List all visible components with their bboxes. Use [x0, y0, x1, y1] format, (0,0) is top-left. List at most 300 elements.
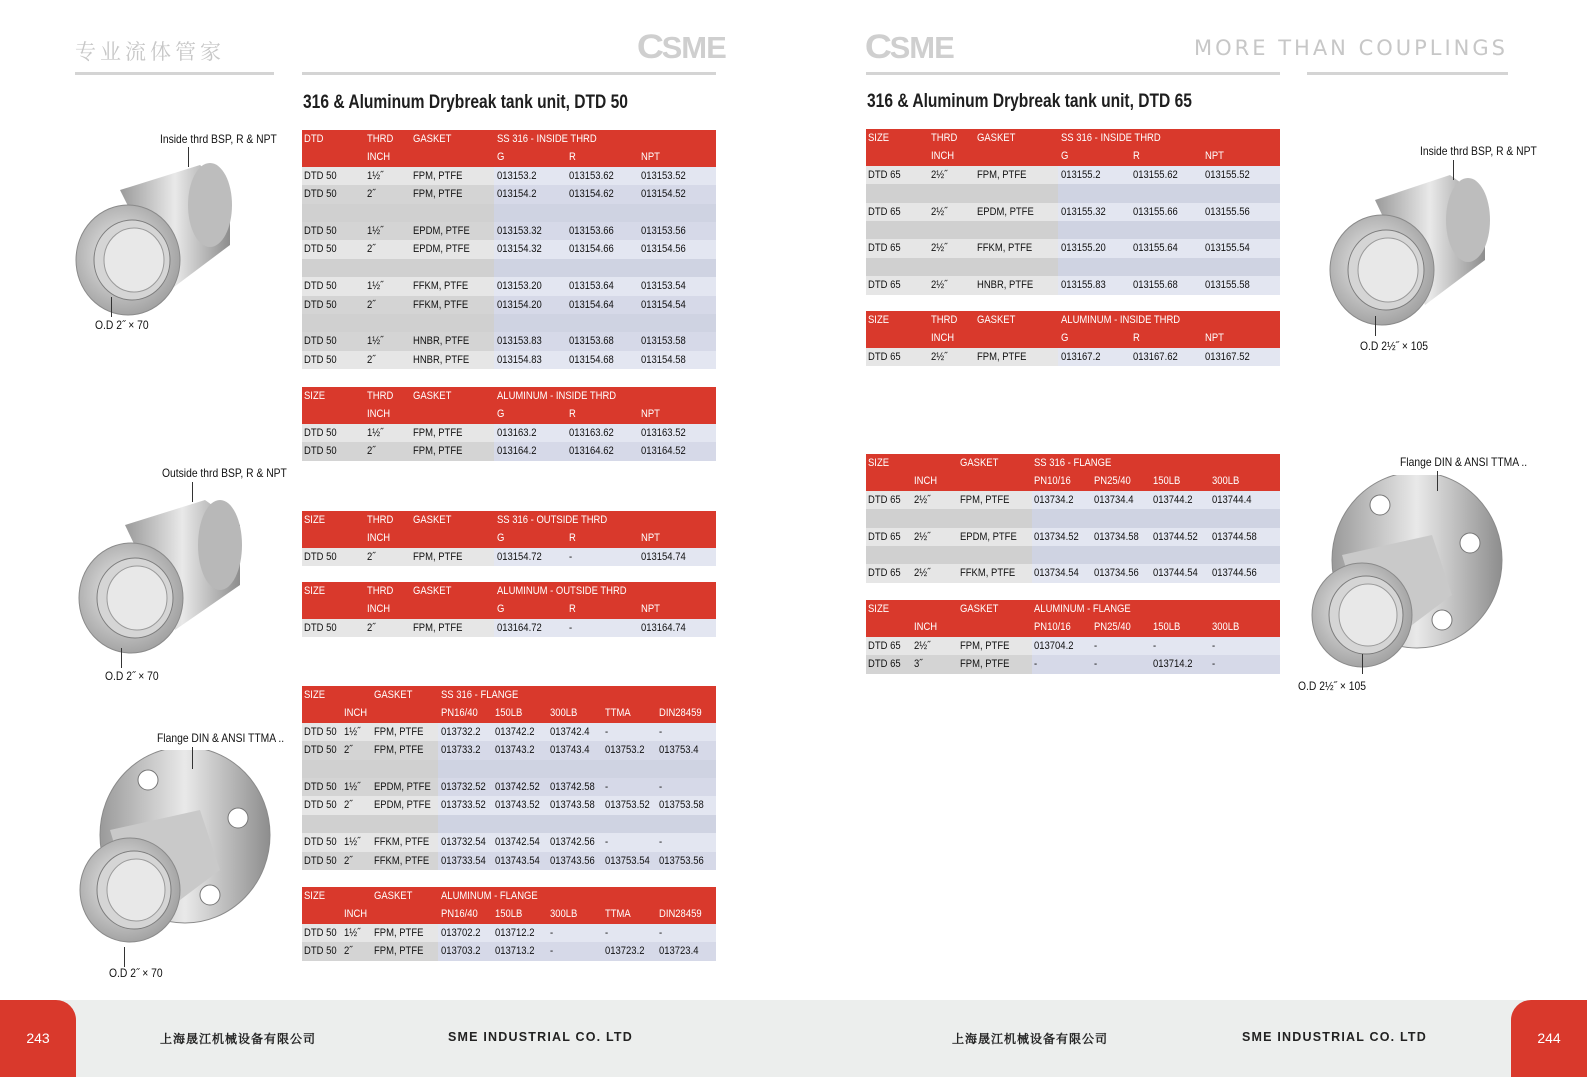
table-cell: -: [569, 550, 573, 563]
table-cell: -: [1212, 639, 1216, 652]
header-cell: THRD: [931, 314, 958, 326]
header-cell: PN25/40: [1094, 475, 1131, 488]
table-cell: 013742.58: [550, 780, 595, 793]
header-cell: NPT: [641, 408, 660, 421]
table-cell: 013753.4: [659, 744, 699, 757]
table-header-row: [302, 582, 716, 600]
table-cell: FPM, PTFE: [374, 725, 424, 738]
header-cell: SS 316 - FLANGE: [441, 689, 519, 701]
table-cell: 013743.56: [550, 854, 595, 867]
table-cell: DTD 50: [304, 169, 337, 182]
table-cell: 2˝: [344, 945, 353, 958]
table-cell: 013154.68: [569, 353, 614, 366]
drybreak-outside-thread-image: [65, 490, 255, 660]
table-cell: 013155.32: [1061, 205, 1106, 218]
header-cell: NPT: [641, 151, 660, 164]
header-cell: ALUMINUM - FLANGE: [441, 890, 538, 902]
table-cell: 013155.62: [1133, 168, 1178, 181]
table-cell: 013753.58: [659, 799, 704, 812]
header-cell: SS 316 - OUTSIDE THRD: [497, 514, 608, 526]
header-cell: DIN28459: [659, 908, 702, 921]
image-od-label: O.D 2˝ × 70: [95, 318, 149, 332]
table-cell: 013712.2: [495, 926, 535, 939]
header-cell: NPT: [641, 603, 660, 616]
table-cell: FFKM, PTFE: [413, 280, 469, 293]
header-cell: G: [1061, 150, 1069, 163]
table-row: [866, 564, 1280, 582]
table-cell: FPM, PTFE: [960, 639, 1010, 652]
table-cell: 013164.52: [641, 445, 686, 458]
table-row: [302, 296, 716, 314]
image-od-label: O.D 2½˝ × 105: [1298, 679, 1366, 693]
table-cell: DTD 50: [304, 298, 337, 311]
header-slogan-cn: 专业流体管家: [75, 40, 225, 64]
table-row: [302, 332, 716, 350]
footer-company-en: SME INDUSTRIAL CO. LTD: [1242, 1030, 1427, 1044]
table-row: [302, 778, 716, 796]
table-cell: 013723.4: [659, 945, 699, 958]
table-cell: -: [605, 926, 609, 939]
table-cell: 013153.66: [569, 224, 614, 237]
header-cell: GASKET: [374, 689, 413, 701]
header-cell: 300LB: [550, 707, 578, 720]
table-row: [302, 796, 716, 814]
image-od-label: O.D 2˝ × 70: [109, 966, 163, 980]
table-cell: 2˝: [367, 243, 376, 256]
table-cell: 013164.72: [497, 621, 542, 634]
table-cell: 013155.68: [1133, 279, 1178, 292]
table-cell: 013733.2: [441, 744, 481, 757]
page-number-right: 244: [1511, 1000, 1587, 1077]
footer-company-cn: 上海晟江机械设备有限公司: [160, 1032, 317, 1046]
table-header-row: [302, 600, 716, 618]
table-cell: DTD 50: [304, 426, 337, 439]
header-cell: SS 316 - FLANGE: [1034, 457, 1112, 469]
table-cell: FPM, PTFE: [374, 945, 424, 958]
table-header-row: [866, 600, 1280, 618]
table-cell: DTD 65: [868, 530, 901, 543]
table-cell: FFKM, PTFE: [374, 836, 430, 849]
header-cell: GASKET: [413, 514, 452, 526]
table-cell: -: [659, 780, 663, 793]
table-cell: 2½˝: [931, 205, 948, 218]
table-cell: DTD 50: [304, 725, 337, 738]
drybreak-flange-image: [70, 750, 280, 960]
table-cell: DTD 50: [304, 445, 337, 458]
header-cell: GASKET: [960, 603, 999, 615]
table-header-row: [866, 454, 1280, 472]
table-cell: FPM, PTFE: [413, 188, 463, 201]
header-cell: INCH: [931, 150, 955, 163]
table-spacer-row: [866, 258, 1280, 276]
table-cell: DTD 50: [304, 799, 337, 812]
table-cell: 013153.52: [641, 169, 686, 182]
table-row: [866, 239, 1280, 257]
header-cell: INCH: [367, 603, 391, 616]
header-cell: GASKET: [413, 390, 452, 402]
header-cell: THRD: [931, 132, 958, 144]
header-cell: ALUMINUM - INSIDE THRD: [1061, 314, 1181, 326]
table-cell: DTD 65: [868, 567, 901, 580]
table-cell: FPM, PTFE: [977, 350, 1027, 363]
header-cell: INCH: [344, 707, 368, 720]
header-cell: INCH: [367, 151, 391, 164]
table-cell: 013155.20: [1061, 242, 1106, 255]
table-row: [302, 167, 716, 185]
table-cell: -: [550, 945, 554, 958]
header-cell: R: [569, 151, 576, 164]
table-row: [866, 528, 1280, 546]
table-cell: 013154.2: [497, 188, 537, 201]
leader-line: [124, 947, 125, 967]
table-cell: 2˝: [367, 188, 376, 201]
table-cell: 013163.2: [497, 426, 537, 439]
table-row: [302, 833, 716, 851]
table-spacer-row: [302, 760, 716, 778]
sme-logo: CSME: [864, 28, 954, 66]
header-cell: SIZE: [304, 689, 326, 701]
table-aluminum-outside-thread-dtd50: [302, 582, 716, 637]
table-cell: 2½˝: [931, 350, 948, 363]
image-label: Inside thrd BSP, R & NPT: [1420, 144, 1537, 158]
table-row: [302, 619, 716, 637]
table-cell: 1½˝: [344, 926, 361, 939]
header-rule: [866, 72, 1280, 75]
table-cell: 013153.32: [497, 224, 542, 237]
table-cell: 2½˝: [914, 530, 931, 543]
table-cell: 013167.2: [1061, 350, 1101, 363]
table-cell: 1½˝: [367, 426, 384, 439]
table-cell: 013154.72: [497, 550, 542, 563]
table-cell: 013153.64: [569, 280, 614, 293]
table-cell: 2½˝: [931, 279, 948, 292]
table-cell: 2˝: [367, 621, 376, 634]
header-cell: INCH: [344, 908, 368, 921]
table-aluminum-inside-thread-dtd50: [302, 387, 716, 461]
table-ss316-outside-thread-dtd50: [302, 511, 716, 566]
table-cell: 013732.54: [441, 836, 486, 849]
table-cell: DTD 50: [304, 744, 337, 757]
table-cell: HNBR, PTFE: [413, 335, 470, 348]
header-cell: GASKET: [977, 314, 1016, 326]
table-cell: 013154.54: [641, 298, 686, 311]
header-cell: NPT: [1205, 332, 1224, 345]
table-cell: EPDM, PTFE: [374, 780, 431, 793]
table-cell: -: [550, 926, 554, 939]
table-cell: 1½˝: [367, 335, 384, 348]
table-cell: -: [605, 780, 609, 793]
table-row: [302, 277, 716, 295]
table-cell: FPM, PTFE: [413, 426, 463, 439]
header-cell: SIZE: [304, 890, 326, 902]
table-cell: 013155.54: [1205, 242, 1250, 255]
table-cell: 013153.68: [569, 335, 614, 348]
header-cell: GASKET: [413, 585, 452, 597]
table-row: [302, 852, 716, 870]
table-aluminum-inside-thread-dtd65: [866, 311, 1280, 366]
table-cell: 013163.62: [569, 426, 614, 439]
leader-line: [188, 147, 189, 167]
header-cell: R: [1133, 332, 1140, 345]
table-cell: 013733.54: [441, 854, 486, 867]
table-cell: 2½˝: [914, 567, 931, 580]
table-cell: 013734.56: [1094, 567, 1139, 580]
header-cell: R: [569, 603, 576, 616]
table-cell: 013744.4: [1212, 493, 1252, 506]
leader-line: [1375, 316, 1376, 336]
table-cell: 013743.2: [495, 744, 535, 757]
header-rule: [75, 72, 274, 75]
header-cell: SIZE: [304, 585, 326, 597]
footer-company-en: SME INDUSTRIAL CO. LTD: [448, 1030, 633, 1044]
table-cell: 013742.4: [550, 725, 590, 738]
table-cell: 013742.52: [495, 780, 540, 793]
table-cell: 013753.2: [605, 744, 645, 757]
table-row: [302, 723, 716, 741]
table-cell: 013743.4: [550, 744, 590, 757]
table-header-row: [302, 405, 716, 423]
table-cell: 013702.2: [441, 926, 481, 939]
header-cell: PN10/16: [1034, 621, 1071, 634]
table-cell: DTD 65: [868, 350, 901, 363]
table-row: [866, 637, 1280, 655]
table-cell: 013154.83: [497, 353, 542, 366]
table-cell: 013155.2: [1061, 168, 1101, 181]
table-header-row: [302, 704, 716, 722]
table-cell: EPDM, PTFE: [413, 224, 470, 237]
table-cell: EPDM, PTFE: [413, 243, 470, 256]
header-cell: 300LB: [1212, 475, 1240, 488]
table-cell: FPM, PTFE: [413, 621, 463, 634]
table-ss316-flange-dtd50: [302, 686, 716, 870]
header-cell: 150LB: [1153, 475, 1181, 488]
table-cell: -: [1212, 658, 1216, 671]
table-cell: 2½˝: [931, 242, 948, 255]
image-label: Flange DIN & ANSI TTMA ..: [157, 731, 285, 745]
header-cell: G: [1061, 332, 1069, 345]
table-cell: DTD 50: [304, 550, 337, 563]
table-cell: 013155.52: [1205, 168, 1250, 181]
header-cell: INCH: [367, 408, 391, 421]
header-cell: THRD: [367, 514, 394, 526]
image-label: Flange DIN & ANSI TTMA ..: [1400, 455, 1528, 469]
table-header-row: [302, 387, 716, 405]
table-cell: FPM, PTFE: [413, 445, 463, 458]
table-cell: FPM, PTFE: [960, 493, 1010, 506]
header-cell: INCH: [914, 475, 938, 488]
leader-line: [192, 747, 193, 769]
header-cell: NPT: [1205, 150, 1224, 163]
header-cell: SIZE: [868, 314, 890, 326]
table-cell: 2˝: [344, 744, 353, 757]
table-cell: DTD 65: [868, 168, 901, 181]
table-cell: EPDM, PTFE: [977, 205, 1034, 218]
table-ss316-inside-thread-dtd65: [866, 129, 1280, 295]
page-title-dtd65: 316 & Aluminum Drybreak tank unit, DTD 65: [867, 91, 1192, 112]
header-cell: SIZE: [304, 514, 326, 526]
table-cell: 013154.74: [641, 550, 686, 563]
table-row: [866, 655, 1280, 673]
table-cell: 013743.54: [495, 854, 540, 867]
header-cell: DIN28459: [659, 707, 702, 720]
table-cell: DTD 50: [304, 224, 337, 237]
table-cell: 013164.2: [497, 445, 537, 458]
table-header-row: [866, 311, 1280, 329]
header-cell: THRD: [367, 133, 394, 145]
table-row: [302, 240, 716, 258]
header-cell: THRD: [367, 585, 394, 597]
table-cell: DTD 50: [304, 926, 337, 939]
table-header-row: [866, 147, 1280, 165]
sme-logo: CSME: [636, 28, 726, 66]
table-cell: DTD 50: [304, 188, 337, 201]
table-header-row: [302, 686, 716, 704]
header-cell: G: [497, 408, 505, 421]
table-cell: FFKM, PTFE: [960, 567, 1016, 580]
image-label: Outside thrd BSP, R & NPT: [162, 466, 287, 480]
header-cell: R: [1133, 150, 1140, 163]
header-cell: PN25/40: [1094, 621, 1131, 634]
table-cell: 013704.2: [1034, 639, 1074, 652]
table-cell: 013154.52: [641, 188, 686, 201]
table-spacer-row: [866, 509, 1280, 527]
table-cell: 013743.58: [550, 799, 595, 812]
header-cell: G: [497, 532, 505, 545]
table-cell: 2˝: [367, 353, 376, 366]
table-cell: FFKM, PTFE: [977, 242, 1033, 255]
image-od-label: O.D 2˝ × 70: [105, 669, 159, 683]
table-cell: HNBR, PTFE: [413, 353, 470, 366]
header-cell: 150LB: [495, 707, 523, 720]
table-cell: 013744.58: [1212, 530, 1257, 543]
header-cell: R: [569, 532, 576, 545]
table-cell: 013155.64: [1133, 242, 1178, 255]
table-cell: DTD 50: [304, 945, 337, 958]
header-cell: GASKET: [413, 133, 452, 145]
header-cell: GASKET: [977, 132, 1016, 144]
table-cell: 2˝: [367, 445, 376, 458]
header-cell: GASKET: [960, 457, 999, 469]
table-header-row: [866, 618, 1280, 636]
header-slogan-en: MORE THAN COUPLINGS: [1194, 36, 1508, 60]
table-cell: 013154.20: [497, 298, 542, 311]
table-cell: -: [1094, 639, 1098, 652]
header-cell: R: [569, 408, 576, 421]
table-header-row: [866, 329, 1280, 347]
header-cell: ALUMINUM - OUTSIDE THRD: [497, 585, 627, 597]
table-cell: 013744.54: [1153, 567, 1198, 580]
table-cell: 013153.83: [497, 335, 542, 348]
header-rule: [1307, 72, 1508, 75]
table-spacer-row: [302, 815, 716, 833]
header-rule: [302, 72, 716, 75]
table-row: [302, 548, 716, 566]
table-spacer-row: [866, 184, 1280, 202]
table-cell: 013153.2: [497, 169, 537, 182]
table-cell: 013164.62: [569, 445, 614, 458]
table-cell: DTD 50: [304, 854, 337, 867]
header-cell: THRD: [367, 390, 394, 402]
page-title-dtd50: 316 & Aluminum Drybreak tank unit, DTD 50: [303, 92, 628, 113]
table-header-row: [866, 472, 1280, 490]
table-spacer-row: [302, 314, 716, 332]
table-cell: 013734.54: [1034, 567, 1079, 580]
header-cell: PN16/40: [441, 908, 478, 921]
table-cell: -: [605, 836, 609, 849]
table-cell: DTD 65: [868, 658, 901, 671]
table-cell: DTD 50: [304, 353, 337, 366]
table-cell: -: [1094, 658, 1098, 671]
table-aluminum-flange-dtd65: [866, 600, 1280, 674]
header-cell: TTMA: [605, 908, 631, 921]
table-row: [302, 351, 716, 369]
header-cell: NPT: [641, 532, 660, 545]
table-cell: 013154.56: [641, 243, 686, 256]
leader-line: [1453, 160, 1454, 180]
table-cell: 013734.52: [1034, 530, 1079, 543]
table-cell: 2˝: [344, 799, 353, 812]
table-cell: 013723.2: [605, 945, 645, 958]
table-cell: -: [659, 725, 663, 738]
table-cell: 013153.54: [641, 280, 686, 293]
table-cell: 013164.74: [641, 621, 686, 634]
header-cell: PN10/16: [1034, 475, 1071, 488]
table-cell: 013734.58: [1094, 530, 1139, 543]
table-header-row: [302, 148, 716, 166]
table-cell: 013155.56: [1205, 205, 1250, 218]
table-cell: 013714.2: [1153, 658, 1193, 671]
table-cell: 1½˝: [367, 280, 384, 293]
table-cell: 013753.52: [605, 799, 650, 812]
table-spacer-row: [866, 221, 1280, 239]
table-cell: DTD 65: [868, 493, 901, 506]
table-row: [866, 276, 1280, 294]
table-cell: 1½˝: [344, 836, 361, 849]
table-ss316-flange-dtd65: [866, 454, 1280, 583]
table-cell: -: [659, 926, 663, 939]
table-header-row: [302, 130, 716, 148]
table-cell: 013744.2: [1153, 493, 1193, 506]
drybreak-flange-image: [1305, 475, 1515, 680]
table-cell: DTD 50: [304, 621, 337, 634]
image-label: Inside thrd BSP, R & NPT: [160, 132, 277, 146]
table-cell: 013154.32: [497, 243, 542, 256]
leader-line: [1362, 654, 1363, 674]
header-cell: TTMA: [605, 707, 631, 720]
footer-company-cn: 上海晟江机械设备有限公司: [952, 1032, 1109, 1046]
table-row: [302, 741, 716, 759]
table-cell: 013742.54: [495, 836, 540, 849]
table-cell: 2½˝: [914, 493, 931, 506]
table-cell: -: [605, 725, 609, 738]
drybreak-inside-thread-image: [1320, 165, 1500, 330]
page-number-left: 243: [0, 1000, 76, 1077]
image-od-label: O.D 2½˝ × 105: [1360, 339, 1428, 353]
table-cell: 013163.52: [641, 426, 686, 439]
table-cell: DTD 65: [868, 242, 901, 255]
table-cell: 013744.52: [1153, 530, 1198, 543]
table-cell: 013153.56: [641, 224, 686, 237]
table-cell: 013734.4: [1094, 493, 1134, 506]
header-cell: DTD: [304, 133, 324, 145]
table-cell: FPM, PTFE: [960, 658, 1010, 671]
table-row: [866, 491, 1280, 509]
table-cell: 013167.62: [1133, 350, 1178, 363]
table-row: [302, 185, 716, 203]
header-cell: GASKET: [374, 890, 413, 902]
table-cell: 013732.52: [441, 780, 486, 793]
table-cell: EPDM, PTFE: [960, 530, 1017, 543]
